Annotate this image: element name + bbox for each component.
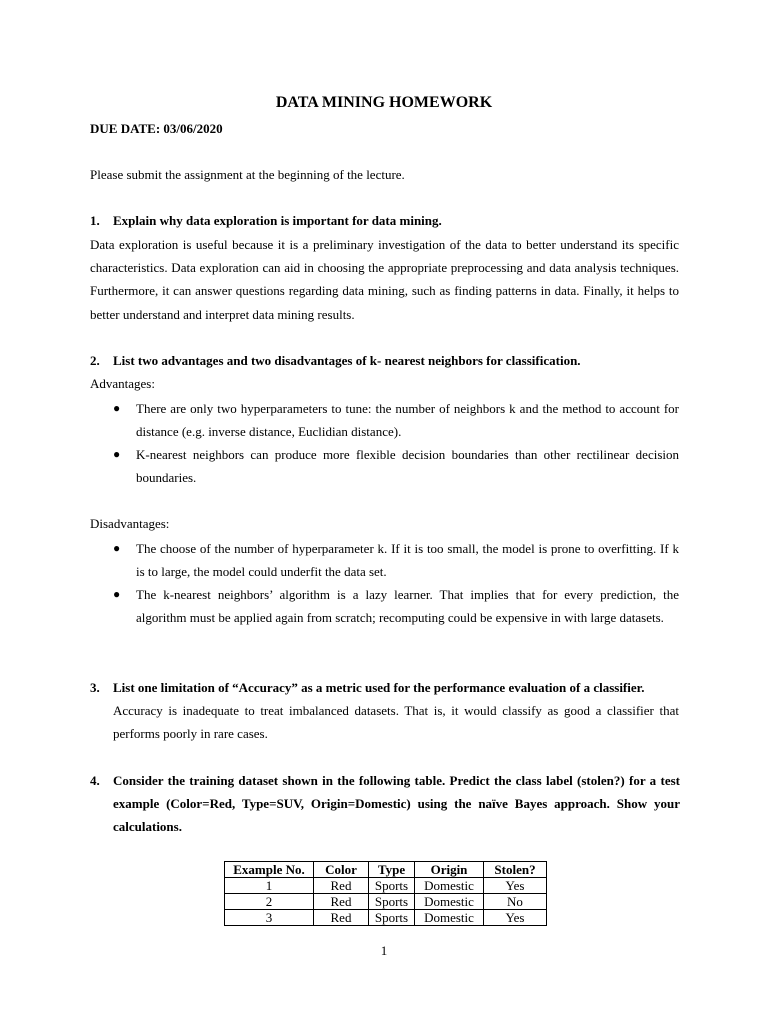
question-number: 1.: [90, 213, 100, 228]
table-cell: 1: [225, 878, 314, 894]
disadvantage-item: [113, 583, 679, 629]
answer-3: Accuracy is inadequate to treat imbalanced datasets. That is, it would classify as good a classifier that performs poorly in rare cases.: [113, 703, 679, 742]
table-cell: Domestic: [415, 910, 484, 926]
answer-1: Data exploration is useful because it is a preliminary investigation of the data to better understand its specific characteristics. Data exploration can aid in choosing the appropriate preprocessing and data analysis techniques. Furthermore, it can answer questions regarding data mining, such as finding patterns in data. Finally, it helps to better understand and interpret data mining results.: [90, 237, 679, 322]
question-number: 3.: [90, 680, 100, 695]
bullet-text: The choose of the number of hyperparameter k. If it is too small, the model is prone to overfitting. If k is to large, the model could underfit the data set.: [136, 541, 679, 580]
question-4: [90, 769, 680, 839]
question-text: Consider the training dataset shown in the following table. Predict the class label (stolen?) for a test example (Color=Red, Type=SUV, Origin=Domestic) using the naïve Bayes approach. Show your calculations.: [113, 773, 680, 835]
table-cell: Yes: [484, 910, 547, 926]
page-number: 1: [380, 943, 388, 958]
table-cell: Domestic: [415, 894, 484, 910]
table-cell: Red: [314, 878, 369, 894]
advantage-item: [113, 443, 679, 489]
table-cell: Sports: [369, 910, 415, 926]
page-title: DATA MINING HOMEWORK: [275, 94, 493, 111]
due-date: DUE DATE: 03/06/2020: [90, 121, 223, 136]
table-cell: Yes: [484, 878, 547, 894]
bullet-icon: ●: [113, 447, 121, 461]
table-row: [225, 878, 547, 894]
table-cell: Sports: [369, 894, 415, 910]
bullet-icon: ●: [113, 541, 121, 555]
training-data-table: [224, 861, 547, 926]
question-2: [90, 349, 680, 372]
table-cell: 2: [225, 894, 314, 910]
table-header-cell: Origin: [415, 862, 484, 878]
table-cell: Domestic: [415, 878, 484, 894]
disadvantages-label: Disadvantages:: [90, 516, 170, 531]
question-number: 4.: [90, 773, 100, 788]
table-row: [225, 910, 547, 926]
advantage-item: [113, 397, 679, 443]
table-cell: Red: [314, 910, 369, 926]
bullet-icon: ●: [113, 401, 121, 415]
table-header-row: [225, 862, 547, 878]
table-header-cell: Example No.: [225, 862, 314, 878]
table-header-cell: Type: [369, 862, 415, 878]
bullet-text: There are only two hyperparameters to tune: the number of neighbors k and the method to account for distance (e.g. inverse distance, Euclidian distance).: [136, 401, 679, 440]
table-cell: Red: [314, 894, 369, 910]
disadvantage-item: [113, 537, 679, 583]
question-number: 2.: [90, 353, 100, 368]
question-text: List two advantages and two disadvantages of k- nearest neighbors for classification.: [113, 353, 581, 368]
question-text: Explain why data exploration is important for data mining.: [113, 213, 442, 228]
advantages-label: Advantages:: [90, 376, 155, 391]
intro-text: Please submit the assignment at the beginning of the lecture.: [90, 167, 405, 182]
table-cell: Sports: [369, 878, 415, 894]
bullet-text: The k-nearest neighbors’ algorithm is a lazy learner. That implies that for every prediction, the algorithm must be applied again from scratch; recomputing could be expensive in with large datasets.: [136, 587, 679, 626]
question-3: [90, 676, 680, 699]
table-cell: No: [484, 894, 547, 910]
question-text: List one limitation of “Accuracy” as a metric used for the performance evaluation of a classifier.: [113, 680, 645, 695]
table-header-cell: Stolen?: [484, 862, 547, 878]
bullet-icon: ●: [113, 587, 121, 601]
table-header-cell: Color: [314, 862, 369, 878]
question-1: [90, 209, 680, 232]
table-cell: 3: [225, 910, 314, 926]
bullet-text: K-nearest neighbors can produce more flexible decision boundaries than other rectilinear decision boundaries.: [136, 447, 679, 486]
table-row: [225, 894, 547, 910]
